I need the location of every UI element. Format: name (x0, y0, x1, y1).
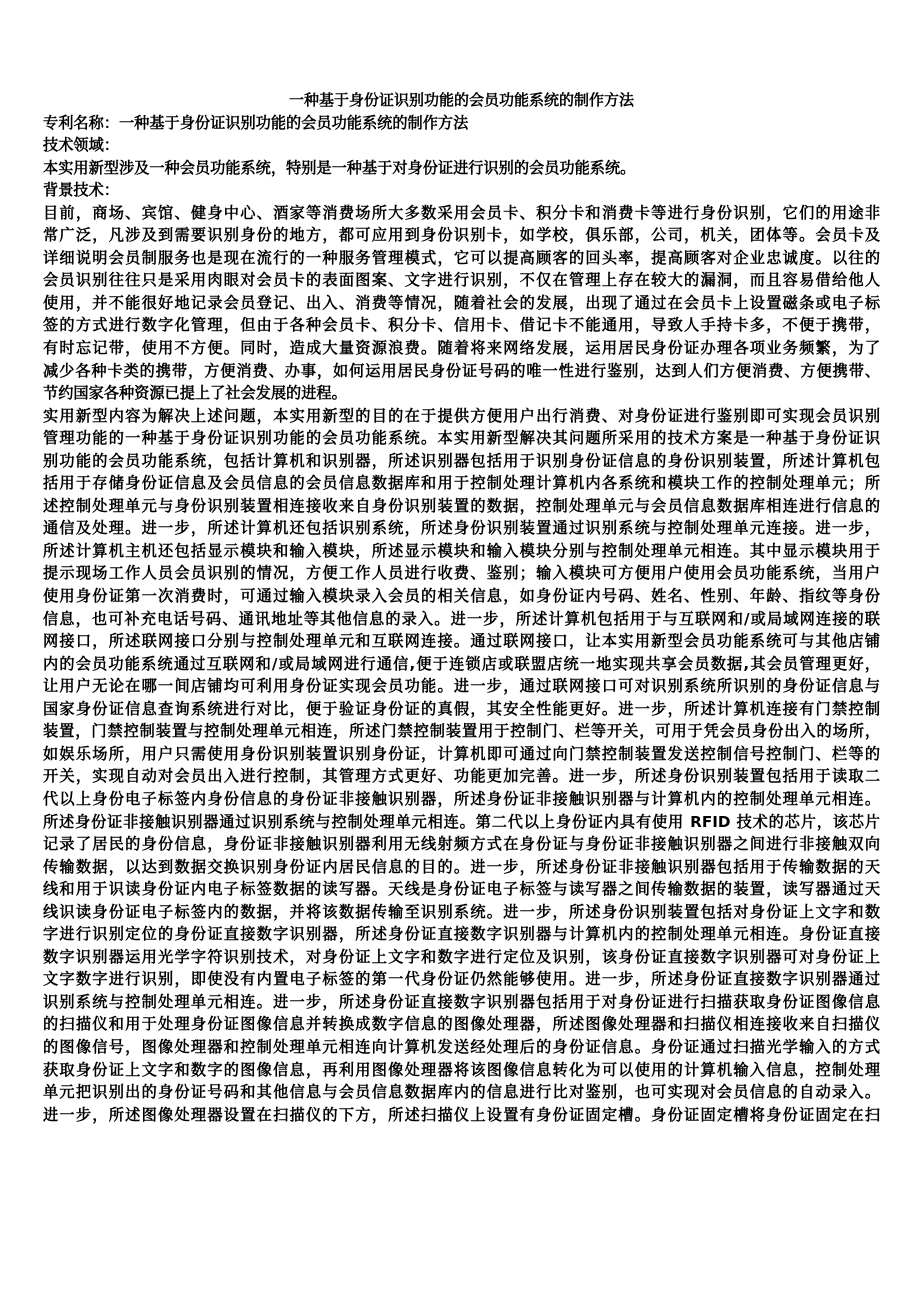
text-line: 识别系统与控制处理单元相连。进一步，所述身份证直接数字识别器包括用于对身份证进行扫描获取身份证图像信息 (43, 992, 880, 1011)
document-title: 一种基于身份证识别功能的会员功能系统的制作方法 (288, 91, 634, 109)
text-line: 管理功能的一种基于身份证识别功能的会员功能系统。本实用新型解决其问题所采用的技术方案是一种基于身份证识 (43, 429, 880, 448)
text-line: 数字识别器运用光学字符识别技术，对身份证上文字和数字进行定位及识别，该身份证直接数字识别器可对身份证上 (43, 947, 880, 966)
text-line: 单元把识别出的身份证号码和其他信息与会员信息数据库内的信息进行比对鉴别，也可实现对会员信息的自动录入。 (43, 1083, 880, 1102)
text-line: 会员识别往往只是采用肉眼对会员卡的表面图案、文字进行识别，不仅在管理上存在较大的漏洞，而且容易借给他人 (43, 271, 880, 290)
text-line: 别功能的会员功能系统，包括计算机和识别器，所述识别器包括用于识别身份证信息的身份识别装置，所述计算机包 (43, 451, 880, 470)
text-line: 字进行识别定位的身份证直接数字识别器，所述身份证直接数字识别器与计算机内的控制处理单元相连。身份证直接 (43, 925, 880, 944)
text-line: 的扫描仪和用于处理身份证图像信息并转换成数字信息的图像处理器，所述图像处理器和扫描仪相连接收来自扫描仪 (43, 1015, 880, 1034)
text-line: 信息，也可补充电话号码、通讯地址等其他信息的录入。进一步，所述计算机包括用于与互联网和/或局域网连接的联 (43, 609, 880, 628)
document-page (43, 89, 880, 1126)
text-line: 所述身份证非接触识别器通过识别系统与控制处理单元相连。第二代以上身份证内具有使用 RFID 技术的芯片，该芯片 (43, 812, 880, 831)
text-line: 线和用于识读身份证内电子标签数据的读写器。天线是身份证电子标签与读写器之间传输数据的装置，读写器通过天 (43, 880, 880, 899)
text-line: 减少各种卡类的携带，方便消费、办事，如何运用居民身份证号码的唯一性进行鉴别，达到人们方便消费、方便携带、 (43, 361, 880, 380)
text-line: 节约国家各种资源已提上了社会发展的进程。 (43, 384, 347, 403)
text-line: 的图像信号，图像处理器和控制处理单元相连向计算机发送经处理后的身份证信息。身份证通过扫描光学输入的方式 (43, 1037, 880, 1056)
text-line: 传输数据，以达到数据交换识别身份证内居民信息的目的。进一步，所述身份证非接触识别器包括用于传输数据的天 (43, 857, 880, 876)
text-line: 提示现场工作人员会员识别的情况，方便工作人员进行收费、鉴别；输入模块可方便用户使用会员功能系统，当用户 (43, 564, 880, 583)
text-line: 背景技术： (43, 181, 119, 200)
text-line: 专利名称：一种基于身份证识别功能的会员功能系统的制作方法 (43, 113, 469, 132)
text-line: 通信及处理。进一步，所述计算机还包括识别系统，所述身份识别装置通过识别系统与控制处理单元连接。进一步， (43, 519, 880, 538)
text-line: 如娱乐场所，用户只需使用身份识别装置识别身份证，计算机即可通过向门禁控制装置发送控制信号控制门、栏等的 (43, 744, 880, 763)
text-line: 常广泛，凡涉及到需要识别身份的地方，都可应用到身份识别卡，如学校，俱乐部，公司，机关，团体等。会员卡及 (43, 226, 880, 245)
document-body (43, 112, 880, 1127)
text-line: 代以上身份电子标签内身份信息的身份证非接触识别器，所述身份证非接触识别器与计算机内的控制处理单元相连。 (43, 789, 880, 808)
text-line: 进一步，所述图像处理器设置在扫描仪的下方，所述扫描仪上设置有身份证固定槽。身份证固定槽将身份证固定在扫 (43, 1105, 880, 1124)
text-line: 有时忘记带，使用不方便。同时，造成大量资源浪费。随着将来网络发展，运用居民身份证办理各项业务频繁，为了 (43, 339, 880, 358)
text-line: 使用身份证第一次消费时，可通过输入模块录入会员的相关信息，如身份证内号码、姓名、性别、年龄、指纹等身份 (43, 587, 880, 606)
text-line: 签的方式进行数字化管理，但由于各种会员卡、积分卡、信用卡、借记卡不能通用，导致人手持卡多，不便于携带， (43, 316, 880, 335)
text-line: 获取身份证上文字和数字的图像信息，再利用图像处理器将该图像信息转化为可以使用的计算机输入信息，控制处理 (43, 1060, 880, 1079)
text-line: 文字数字进行识别，即使没有内置电子标签的第一代身份证仍然能够使用。进一步，所述身份证直接数字识别器通过 (43, 970, 880, 989)
text-line: 实用新型内容为解决上述问题，本实用新型的目的在于提供方便用户出行消费、对身份证进行鉴别即可实现会员识别 (43, 406, 880, 425)
text-line: 述控制处理单元与身份识别装置相连接收来自身份识别装置的数据，控制处理单元与会员信息数据库相连进行信息的 (43, 496, 880, 515)
text-line: 线识读身份证电子标签内的数据，并将该数据传输至识别系统。进一步，所述身份识别装置包括对身份证上文字和数 (43, 902, 880, 921)
text-line: 所述计算机主机还包括显示模块和输入模块，所述显示模块和输入模块分别与控制处理单元相连。其中显示模块用于 (43, 541, 880, 560)
text-line: 开关，实现自动对会员出入进行控制，其管理方式更好、功能更加完善。进一步，所述身份识别装置包括用于读取二 (43, 767, 880, 786)
text-line: 国家身份证信息查询系统进行对比，便于验证身份证的真假，其安全性能更好。进一步，所述计算机连接有门禁控制 (43, 699, 880, 718)
text-line: 括用于存储身份证信息及会员信息的会员信息数据库和用于控制处理计算机内各系统和模块工作的控制处理单元；所 (43, 474, 880, 493)
text-line: 内的会员功能系统通过互联网和/或局域网进行通信,便于连锁店或联盟店统一地实现共享会员数据,其会员管理更好， (43, 654, 880, 673)
text-line: 让用户无论在哪一间店铺均可利用身份证实现会员功能。进一步，通过联网接口可对识别系统所识别的身份证信息与 (43, 677, 880, 696)
text-line: 网接口，所述联网接口分别与控制处理单元和互联网连接。通过联网接口，让本实用新型会员功能系统可与其他店铺 (43, 632, 880, 651)
text-line: 记录了居民的身份信息，身份证非接触识别器利用无线射频方式在身份证与身份证非接触识别器之间进行非接触双向 (43, 835, 880, 854)
text-line: 装置，门禁控制装置与控制处理单元相连，所述门禁控制装置用于控制门、栏等开关，可用于凭会员身份出入的场所， (43, 722, 880, 741)
text-line: 目前，商场、宾馆、健身中心、酒家等消费场所大多数采用会员卡、积分卡和消费卡等进行身份识别，它们的用途非 (43, 203, 880, 222)
text-line: 技术领域： (43, 136, 119, 155)
text-line: 详细说明会员制服务也是现在流行的一种服务管理模式，它可以提高顾客的回头率，提高顾客对企业忠诚度。以往的 (43, 248, 880, 267)
text-line: 使用，并不能很好地记录会员登记、出入、消费等情况，随着社会的发展，出现了通过在会员卡上设置磁条或电子标 (43, 293, 880, 312)
text-line: 本实用新型涉及一种会员功能系统，特别是一种基于对身份证进行识别的会员功能系统。 (43, 158, 636, 177)
